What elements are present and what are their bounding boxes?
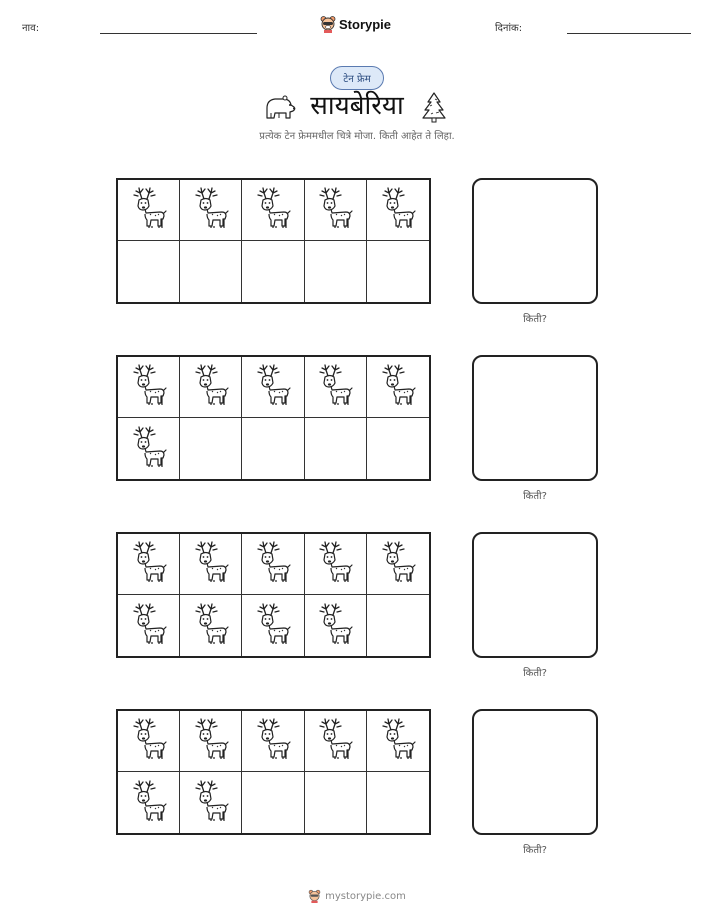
- name-line[interactable]: [100, 33, 257, 34]
- ten-frame-cell: [305, 418, 367, 479]
- answer-box-3[interactable]: [472, 532, 598, 658]
- reindeer-icon: [253, 185, 293, 235]
- ten-frame-cell: [305, 595, 367, 656]
- ten-frame-cell: [180, 357, 242, 418]
- ten-frame-cell: [367, 534, 429, 595]
- ten-frame-cell: [242, 241, 304, 302]
- count-question-1: किती?: [523, 314, 547, 325]
- answer-box-2[interactable]: [472, 355, 598, 481]
- ten-frame-cell: [242, 180, 304, 241]
- ten-frame-cell: [118, 241, 180, 302]
- ten-frame-cell: [305, 534, 367, 595]
- reindeer-icon: [129, 185, 169, 235]
- reindeer-icon: [315, 716, 355, 766]
- reindeer-icon: [129, 601, 169, 651]
- ten-frame-cell: [242, 357, 304, 418]
- pine-tree-icon: [421, 91, 447, 123]
- ten-frame-cell: [367, 772, 429, 833]
- reindeer-icon: [378, 362, 418, 412]
- ten-frame-cell: [367, 241, 429, 302]
- reindeer-icon: [191, 601, 231, 651]
- reindeer-icon: [315, 601, 355, 651]
- ten-frame-cell: [118, 711, 180, 772]
- reindeer-icon: [191, 778, 231, 828]
- reindeer-icon: [191, 185, 231, 235]
- count-question-2: किती?: [523, 491, 547, 502]
- ten-frame-cell: [180, 418, 242, 479]
- ten-frame-cell: [305, 357, 367, 418]
- ten-frame-cell: [118, 772, 180, 833]
- ten-frame-cell: [367, 595, 429, 656]
- count-question-3: किती?: [523, 668, 547, 679]
- reindeer-icon: [315, 539, 355, 589]
- brand-name: Storypie: [339, 16, 392, 32]
- reindeer-icon: [129, 539, 169, 589]
- reindeer-icon: [378, 539, 418, 589]
- ten-frame-cell: [180, 711, 242, 772]
- answer-box-4[interactable]: [472, 709, 598, 835]
- ten-frame-cell: [305, 241, 367, 302]
- ten-frame-2: [116, 355, 431, 481]
- ten-frame-cell: [180, 241, 242, 302]
- reindeer-icon: [253, 716, 293, 766]
- ten-frame-cell: [367, 180, 429, 241]
- ten-frame-4: [116, 709, 431, 835]
- reindeer-icon: [191, 362, 231, 412]
- page-title: सायबेरिया: [310, 91, 404, 121]
- ten-frame-cell: [118, 534, 180, 595]
- ten-frame-3: [116, 532, 431, 658]
- ten-frame-cell: [305, 711, 367, 772]
- reindeer-icon: [378, 185, 418, 235]
- reindeer-icon: [253, 362, 293, 412]
- reindeer-icon: [129, 362, 169, 412]
- ten-frame-cell: [242, 595, 304, 656]
- reindeer-icon: [129, 716, 169, 766]
- reindeer-icon: [315, 185, 355, 235]
- ten-frame-cell: [242, 711, 304, 772]
- footer-website: mystorypie.com: [325, 890, 406, 902]
- ten-frame-cell: [118, 418, 180, 479]
- footer: [290, 886, 424, 906]
- ten-frame-cell: [242, 534, 304, 595]
- ten-frame-cell: [367, 418, 429, 479]
- reindeer-icon: [191, 539, 231, 589]
- ten-frame-cell: [180, 180, 242, 241]
- ten-frame-cell: [367, 357, 429, 418]
- ten-frame-cell: [118, 357, 180, 418]
- storypie-bear-logo-icon: [320, 15, 336, 33]
- reindeer-icon: [129, 778, 169, 828]
- reindeer-icon: [129, 424, 169, 474]
- ten-frame-cell: [367, 711, 429, 772]
- count-question-4: किती?: [523, 845, 547, 856]
- reindeer-icon: [378, 716, 418, 766]
- reindeer-icon: [253, 539, 293, 589]
- ten-frame-cell: [180, 534, 242, 595]
- worksheet-type-badge: टेन फ्रेम: [330, 66, 384, 90]
- ten-frame-cell: [242, 772, 304, 833]
- reindeer-icon: [315, 362, 355, 412]
- name-label: नाव:: [22, 23, 40, 34]
- answer-box-1[interactable]: [472, 178, 598, 304]
- brand-logo: [320, 12, 400, 36]
- ten-frame-cell: [118, 595, 180, 656]
- reindeer-icon: [191, 716, 231, 766]
- ten-frame-cell: [180, 595, 242, 656]
- ten-frame-1: [116, 178, 431, 304]
- storypie-bear-logo-icon: [308, 889, 321, 903]
- ten-frame-cell: [305, 180, 367, 241]
- ten-frame-cell: [180, 772, 242, 833]
- ten-frame-cell: [242, 418, 304, 479]
- date-label: दिनांक:: [495, 23, 523, 34]
- ten-frame-cell: [118, 180, 180, 241]
- date-line[interactable]: [567, 33, 691, 34]
- ten-frame-cell: [305, 772, 367, 833]
- reindeer-icon: [253, 601, 293, 651]
- instructions: प्रत्येक टेन फ्रेममधील चित्रे मोजा. किती आहेत ते लिहा.: [259, 131, 455, 142]
